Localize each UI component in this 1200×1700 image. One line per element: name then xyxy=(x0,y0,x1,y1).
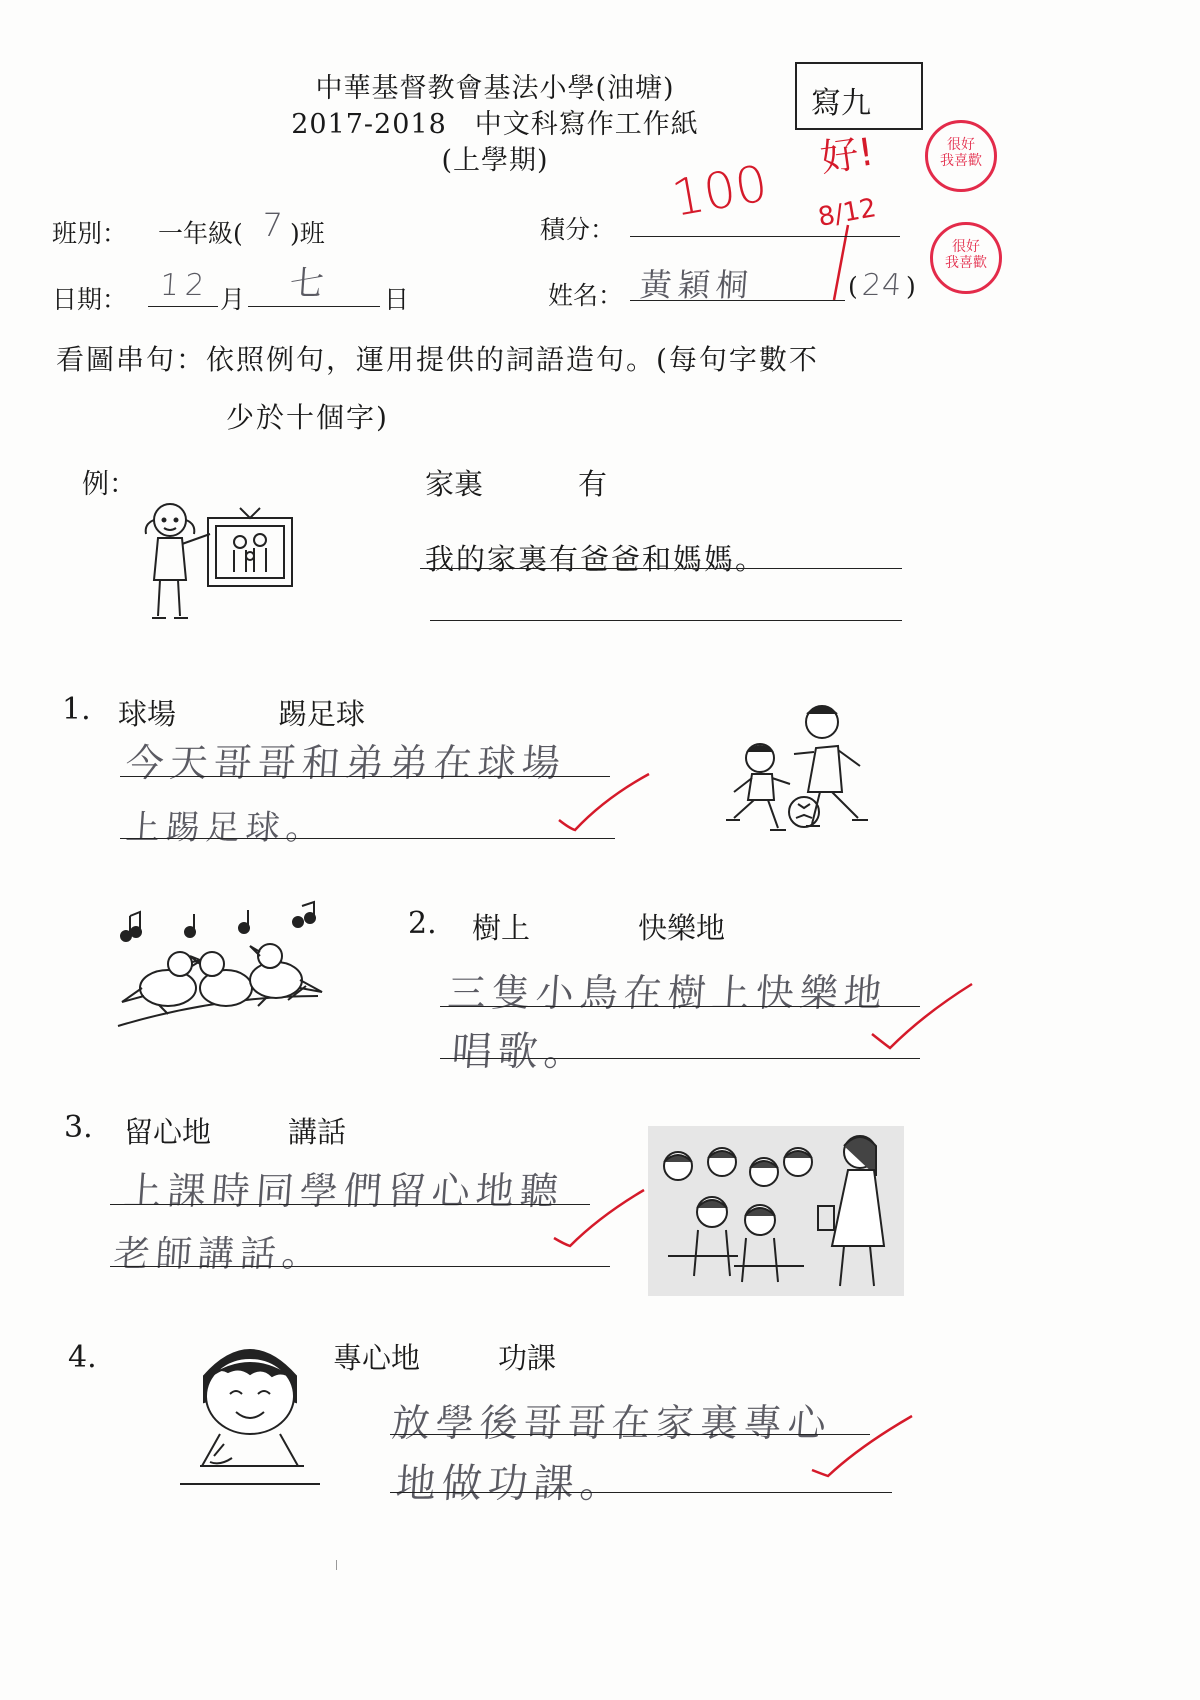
question-2-word-1: 樹上 xyxy=(472,911,531,945)
name-value: 黃穎桐 xyxy=(638,266,756,304)
scan-speck xyxy=(336,1560,337,1570)
boy-doing-homework-illustration xyxy=(180,1334,320,1494)
teacher-score: 100 xyxy=(667,154,772,228)
class-label: 班別： xyxy=(52,219,128,248)
question-2-answer-line-1: 三隻小鳥在樹上快樂地 xyxy=(446,971,890,1015)
example-word-1: 家裏 xyxy=(425,467,484,501)
question-2-line-2 xyxy=(440,1058,920,1059)
question-3-answer-line-1: 上課時同學們留心地聽 xyxy=(122,1169,566,1213)
day-label: 日 xyxy=(384,285,410,314)
question-4-line-2 xyxy=(390,1492,892,1493)
worksheet-code-box xyxy=(795,62,923,130)
example-sentence: 我的家裏有爸爸和媽媽。 xyxy=(425,542,767,576)
question-3-word-1: 留心地 xyxy=(124,1115,212,1149)
question-1-number: 1. xyxy=(62,692,91,727)
question-1-word-1: 球場 xyxy=(118,697,177,731)
question-2-line-1 xyxy=(440,1006,920,1007)
praise-stamp-2: 很好 我喜歡 xyxy=(930,222,1002,294)
question-1-line-2 xyxy=(120,838,615,839)
example-line-2 xyxy=(430,620,902,621)
month-line xyxy=(148,306,218,307)
question-2-check-mark xyxy=(868,980,978,1060)
name-label: 姓名： xyxy=(548,281,624,310)
score-label: 積分： xyxy=(540,215,616,244)
boys-playing-football-illustration xyxy=(712,700,902,840)
question-1-word-2: 踢足球 xyxy=(278,697,366,731)
school-name: 中華基督教會基法小學(油塘) xyxy=(315,73,675,104)
question-3-line-2 xyxy=(110,1266,610,1267)
day-line xyxy=(248,306,380,307)
score-line xyxy=(630,236,900,237)
question-2-word-2: 快樂地 xyxy=(638,911,726,945)
instruction-line-2: 少於十個字) xyxy=(226,401,389,434)
question-4-answer-line-2: 地做功課。 xyxy=(394,1461,628,1507)
class-prefix: 一年級( xyxy=(158,219,243,248)
birds-singing-illustration xyxy=(108,896,348,1046)
number-open: ( xyxy=(848,272,858,301)
question-1-line-1 xyxy=(120,776,610,777)
question-4-number: 4. xyxy=(68,1340,97,1375)
number-close: ) xyxy=(906,272,916,301)
example-word-2: 有 xyxy=(578,467,608,501)
month-label: 月 xyxy=(220,285,246,314)
question-3-check-mark xyxy=(550,1186,650,1256)
teacher-comment: 好! xyxy=(817,129,877,181)
question-1-answer-line-2: 上踢足球。 xyxy=(124,808,328,848)
date-label: 日期： xyxy=(52,285,128,314)
worksheet-subtitle: 2017-2018 中文科寫作工作紙 xyxy=(291,109,699,140)
worksheet-code: 寫九 xyxy=(811,86,871,121)
term-label: (上學期) xyxy=(441,145,549,176)
praise-stamp-1: 很好 我喜歡 xyxy=(925,120,997,192)
question-4-line-1 xyxy=(390,1434,870,1435)
family-photo-illustration xyxy=(130,498,300,628)
class-suffix: )班 xyxy=(290,219,325,248)
question-4-word-2: 功課 xyxy=(498,1341,557,1375)
question-1-answer-line-1: 今天哥哥和弟弟在球場 xyxy=(124,741,568,785)
example-line-1 xyxy=(420,568,902,569)
day-value: 七 xyxy=(288,264,332,304)
question-4-answer-line-1: 放學後哥哥在家裏專心 xyxy=(390,1401,834,1445)
question-3-number: 3. xyxy=(64,1110,93,1145)
month-value: 12 xyxy=(158,268,212,303)
question-4-check-mark xyxy=(808,1412,918,1482)
example-label: 例： xyxy=(82,469,136,500)
number-value: 24 xyxy=(860,268,904,303)
question-3-word-2: 講話 xyxy=(288,1115,347,1149)
question-3-answer-line-2: 老師講話。 xyxy=(112,1234,326,1275)
name-line xyxy=(630,300,845,301)
question-2-answer-line-2: 唱歌。 xyxy=(450,1029,592,1075)
question-2-number: 2. xyxy=(408,906,437,941)
question-1-check-mark xyxy=(555,768,655,838)
class-listening-illustration xyxy=(648,1126,904,1296)
question-3-line-1 xyxy=(110,1204,590,1205)
question-4-word-1: 專心地 xyxy=(333,1341,421,1375)
teacher-initials: 8/12 xyxy=(815,193,879,233)
instruction-line-1: 看圖串句：依照例句，運用提供的詞語造句。(每句字數不 xyxy=(56,343,819,376)
class-value: 7 xyxy=(260,206,290,244)
